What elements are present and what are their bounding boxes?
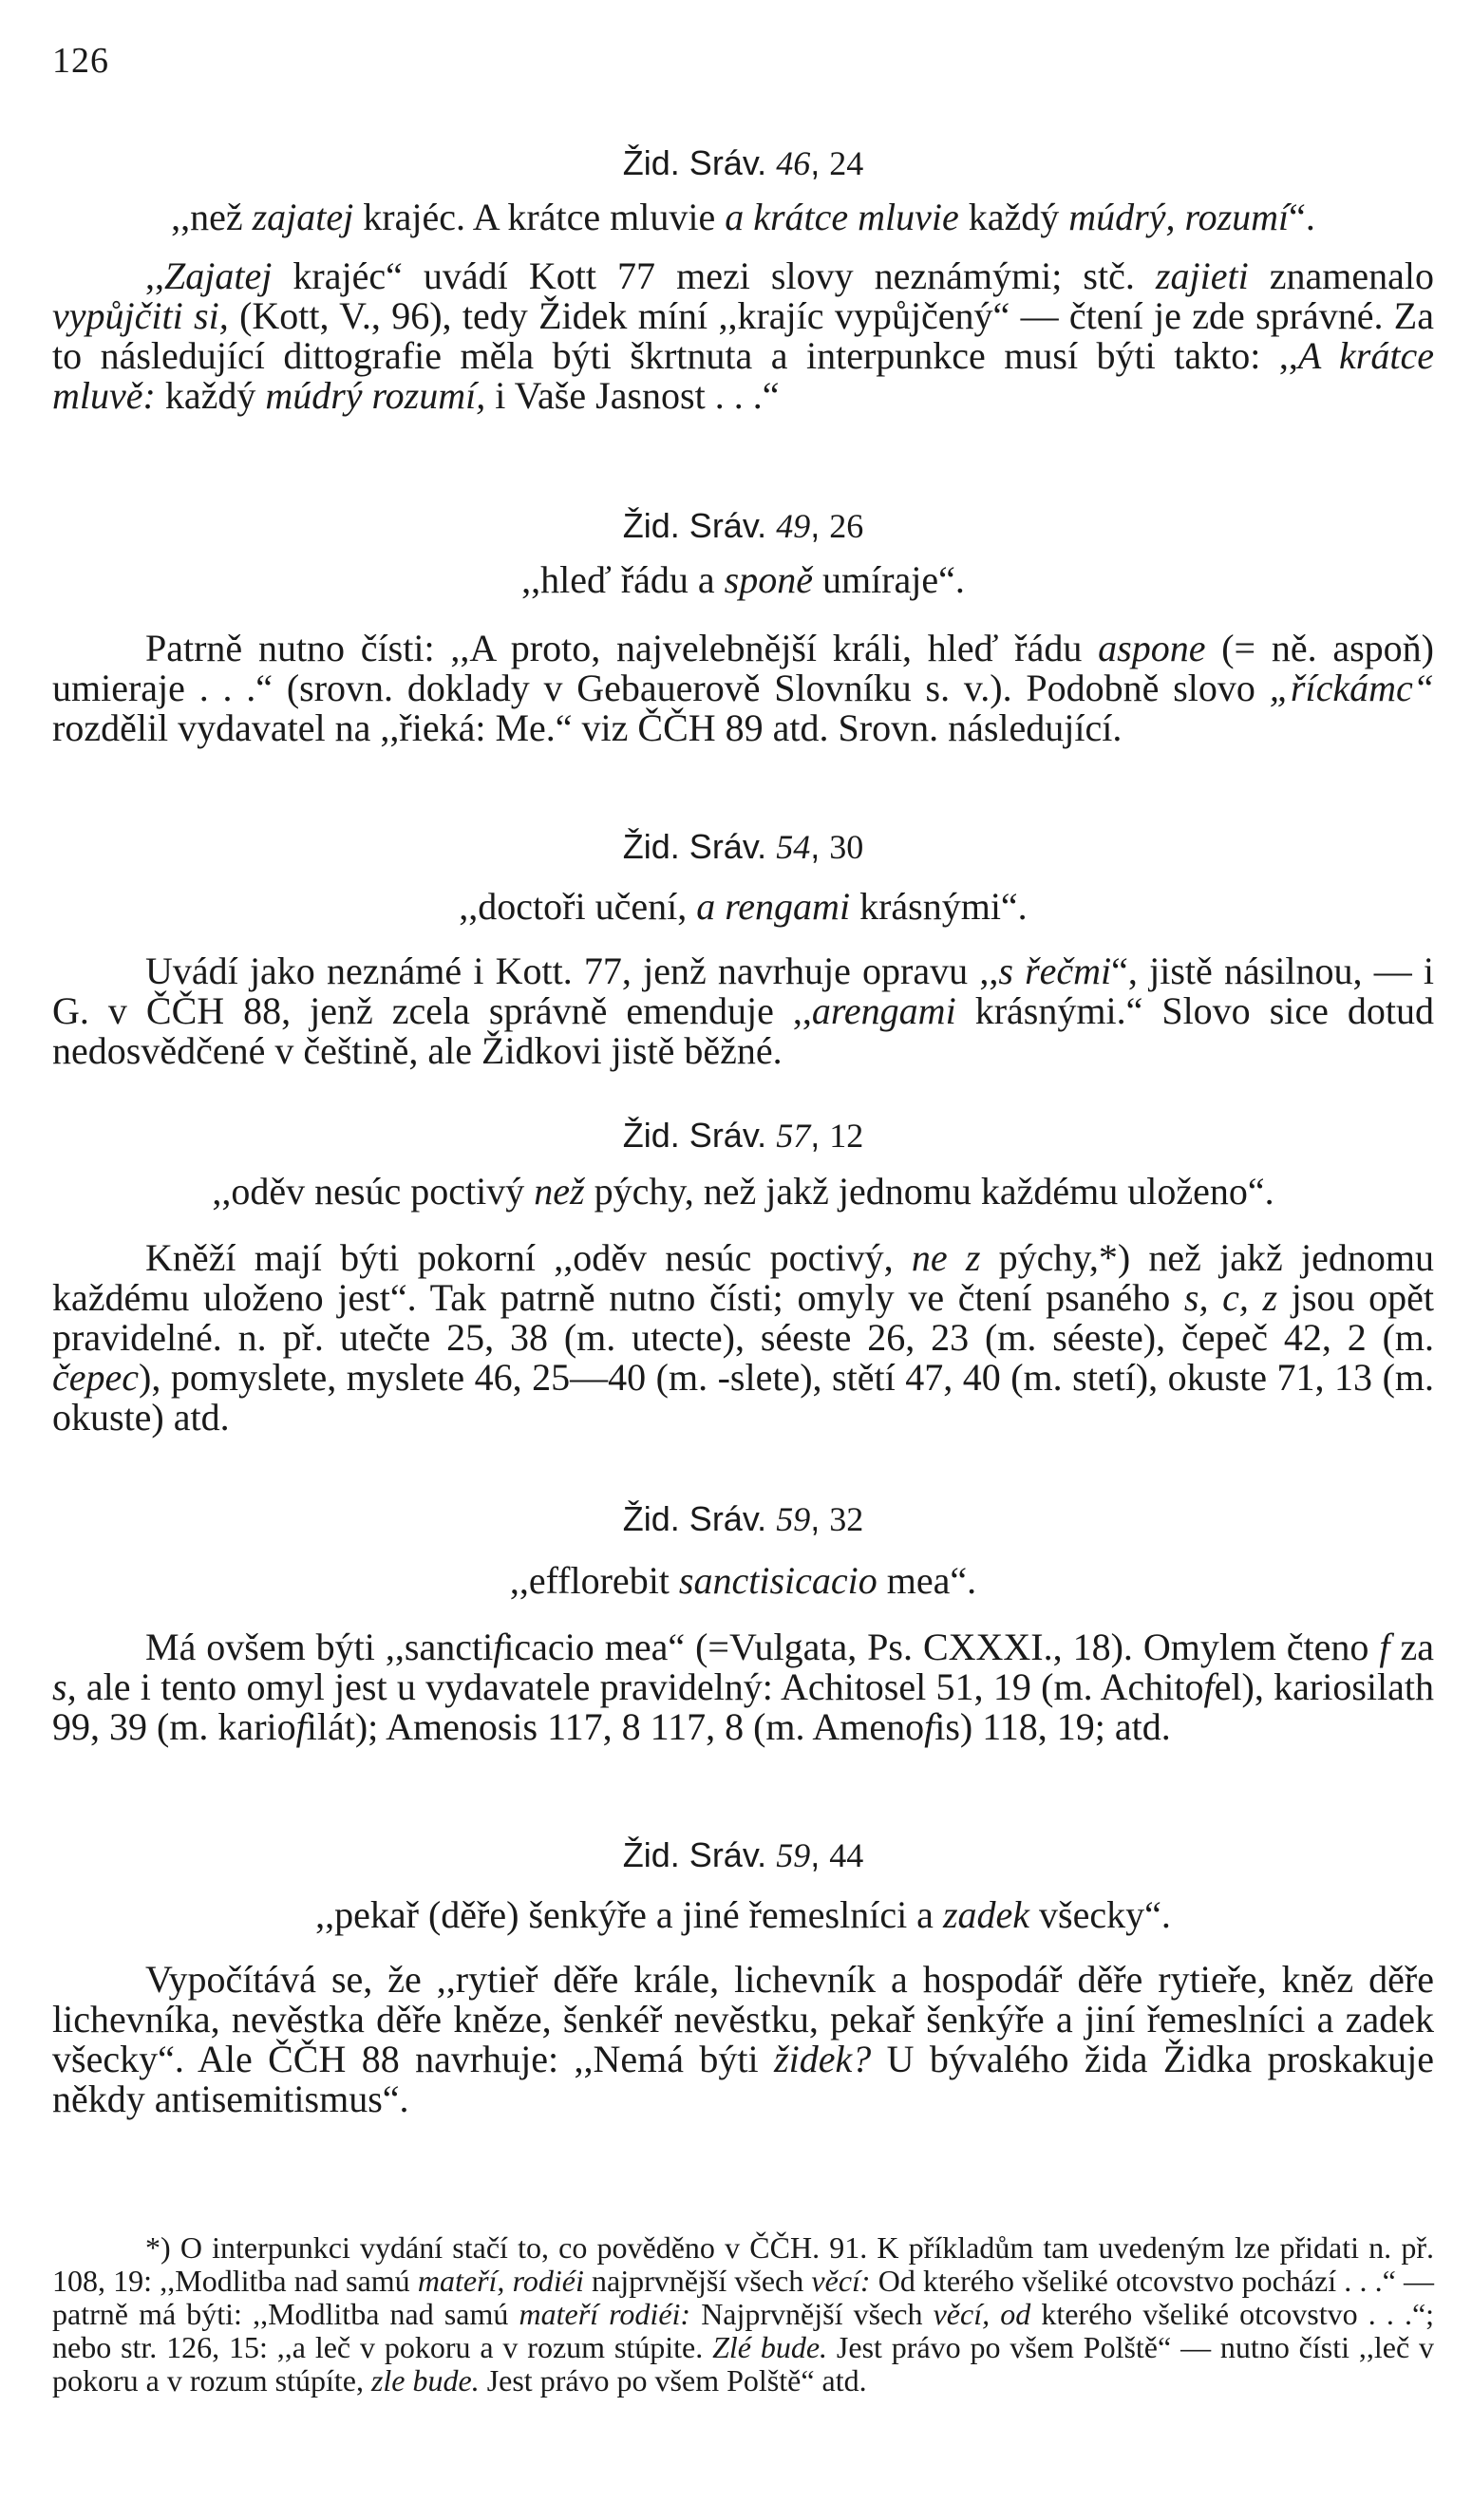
heading-line: 32 <box>829 1500 864 1538</box>
section-59-44 <box>52 1833 1434 2119</box>
section-59-32 <box>52 1496 1434 1747</box>
commentary-paragraph <box>52 629 1434 748</box>
text-run: mateří, rodiéi <box>417 2264 584 2298</box>
text-run: ilát); Amenosis 117, 8 117, 8 (m. Ameno <box>306 1705 925 1748</box>
section-heading: Žid. Sráv. 46, 24 <box>622 143 864 182</box>
text-run: arengami <box>811 989 956 1032</box>
text-run: “, jistě násilnou, — i G. v ČČH 88, jenž zcela správně emenduje ,, <box>52 950 1435 1032</box>
quoted-text <box>52 556 1434 604</box>
quote-part: múdrý, rozumí <box>1068 196 1290 238</box>
text-run: každý <box>155 374 266 417</box>
section-54-30 <box>52 824 1434 1071</box>
text-run: kterého všeliké otcovstvo . . .“; nebo str. 126, 15: ,,a leč v pokoru a v rozum stúpite. <box>52 2297 1435 2364</box>
section-49-26 <box>52 503 1434 748</box>
text-run: ,, <box>145 254 164 297</box>
quoted-text <box>52 883 1434 931</box>
heading-line: 12 <box>829 1117 864 1155</box>
text-run: mateří rodiéi: <box>519 2297 691 2331</box>
text-run: „říckámc“ <box>1269 667 1434 709</box>
quote-part: všecky“. <box>1029 1893 1171 1936</box>
heading-label: Žid. Sráv. <box>622 1116 767 1155</box>
section-heading: Žid. Sráv. 59, 32 <box>622 1499 864 1538</box>
text-run: jsou opět pravidelné. n. př. utečte 25, 38 (m. utecte), séeste 26, 23 (m. séeste), čepeč 42, 2 (m. <box>52 1276 1435 1359</box>
text-run: Zlé bude. <box>712 2330 828 2364</box>
text-run: is) 118, 19; atd. <box>934 1705 1171 1748</box>
commentary-paragraph <box>52 1238 1434 1438</box>
section-heading: Žid. Sráv. 57, 12 <box>622 1116 864 1155</box>
heading-line: 24 <box>829 144 864 182</box>
quote-part: každý <box>958 196 1069 238</box>
section-heading: Žid. Sráv. 49, 26 <box>622 506 864 545</box>
heading-number: 57 <box>776 1117 811 1155</box>
quote-part: ,,oděv nesúc poctivý <box>212 1170 535 1213</box>
quote-part: krásnými“. <box>850 885 1028 928</box>
heading-number: 46 <box>776 144 811 182</box>
text-run: věcí, od <box>933 2297 1031 2331</box>
commentary-paragraph <box>52 1960 1434 2119</box>
quoted-text <box>52 1557 1434 1605</box>
heading-label: Žid. Sráv. <box>622 827 767 866</box>
section-57-12 <box>52 1113 1434 1438</box>
commentary-paragraph <box>52 951 1434 1071</box>
text-run: znamenalo <box>1248 254 1434 297</box>
text-run: Jest právo po všem Polště“ — nutno čísti ,,leč v pokoru a v rozum stúpíte, <box>52 2330 1435 2398</box>
text-run: Zajatej <box>164 254 273 297</box>
footnote-text <box>52 2231 1434 2398</box>
text-run: zajieti <box>1155 254 1249 297</box>
quote-part: pýchy, než jakž jednomu každému uloženo“. <box>584 1170 1274 1213</box>
heading-label: Žid. Sráv. <box>622 506 767 545</box>
text-run: aspone <box>1098 627 1206 669</box>
heading-label: Žid. Sráv. <box>622 1499 767 1538</box>
text-run: Najprvnější všech <box>690 2297 934 2331</box>
section-46-24 <box>52 141 1434 416</box>
quoted-text <box>52 1168 1434 1215</box>
text-run: židek? <box>774 2038 872 2080</box>
quote-part: ,,hleď řádu a <box>521 558 725 601</box>
heading-line: 30 <box>829 828 864 866</box>
footnote <box>52 2231 1434 2398</box>
section-heading: Žid. Sráv. 59, 44 <box>622 1835 864 1874</box>
quote-part: ,,než <box>171 196 253 238</box>
text-run: f <box>1203 1665 1215 1708</box>
text-run: krásnými.“ Slovo sice dotud nedosvědčené v češtině, ale Židkovi jistě běžné. <box>52 989 1435 1072</box>
text-run: (= ně. aspoň) umieraje . . .“ (srovn. doklady v Gebauerově Slovníku s. v.). Podobně slovo <box>52 627 1434 709</box>
text-run: i Vaše Jasnost . . .“ <box>485 374 780 417</box>
text-run: f <box>1379 1626 1390 1668</box>
quote-part: krajéc. A krátce mluvie <box>353 196 726 238</box>
text-run: čepec <box>52 1356 140 1399</box>
text-run: krajéc“ uvádí Kott 77 mezi slovy neznámými; stč. <box>272 254 1156 297</box>
quote-part: zadek <box>942 1893 1030 1936</box>
heading-number: 59 <box>776 1500 811 1538</box>
quote-part: sponě <box>724 558 813 601</box>
text-run: věcí: <box>811 2264 871 2298</box>
text-run: Kněží mají býti pokorní ,,oděv nesúc poctivý, <box>145 1236 912 1279</box>
text-run: (Kott, V., 96), tedy Židek míní ,,krajíc vypůjčený“ — čtení je zde správné. Za to následující dittografie měla býti škrtnuta a interpunkce musí býti takto: ,, <box>52 294 1434 377</box>
heading-number: 59 <box>776 1836 811 1874</box>
quote-part: ,,efflorebit <box>509 1559 679 1602</box>
text-run: Vypočítává se, že ,,rytieř děře krále, lichevník a hospodář děře rytieře, kněz děře lichevníka, nevěstka děře kněze, šenkéř nevěstku, pekař šenkýře a jiní řemeslníci a zadek všecky“. Ale ČČH 88 navrhuje: ,,Nemá býti <box>52 1958 1434 2080</box>
text-run: ne z <box>911 1236 981 1279</box>
heading-number: 49 <box>776 507 811 545</box>
heading-number: 54 <box>776 828 811 866</box>
heading-label: Žid. Sráv. <box>622 1835 767 1874</box>
quoted-text <box>52 194 1434 241</box>
quote-part: sanctisicacio <box>678 1559 878 1602</box>
text-run: pýchy,*) než jakž jednomu každému uloženo jest“. Tak patrně nutno čísti; omyly ve čtení psaného <box>52 1236 1434 1319</box>
text-run: U bývalého žida Židka proskakuje někdy antisemitismus“. <box>52 2038 1434 2120</box>
text-run: s, c, z <box>1183 1276 1278 1319</box>
quote-part: ,,pekař (děře) šenkýře a jiné řemeslníci a <box>315 1893 943 1936</box>
quote-part: a krátce mluvie <box>725 196 959 238</box>
commentary-paragraph <box>52 1627 1434 1747</box>
quote-part: umíraje“. <box>812 558 965 601</box>
commentary-paragraph <box>52 256 1434 416</box>
heading-line: 26 <box>829 507 864 545</box>
quote-part: “. <box>1289 196 1315 238</box>
quote-part: mea“. <box>877 1559 977 1602</box>
text-run: A krátce mluvě: <box>52 334 1434 417</box>
text-run: f <box>295 1705 307 1748</box>
text-run: *) O interpunkci vydání stačí to, co pověděno v ČČH. 91. K příkladům tam uvedeným lze přidati n. př. 108, 19: ,,Modlitba nad samú <box>52 2230 1434 2298</box>
text-run: za <box>1389 1626 1435 1668</box>
text-run: el), kariosilath 99, 39 (m. kario <box>52 1665 1434 1748</box>
text-run: f <box>924 1705 935 1748</box>
page-number: 126 <box>52 41 109 81</box>
text-run: Má ovšem býti ,,sancti <box>145 1626 494 1668</box>
text-run: Uvádí jako neznámé i Kott. 77, jenž navrhuje opravu ,, <box>145 950 999 992</box>
text-run: f <box>493 1626 504 1668</box>
text-run: icacio mea“ (=Vulgata, Ps. CXXXI., 18). Omylem čteno <box>503 1626 1380 1668</box>
text-run: najprvnější všech <box>583 2264 812 2298</box>
quoted-text <box>52 1891 1434 1939</box>
text-run: Od kterého všeliké otcovstvo pochází . . .“ — patrně má býti: ,,Modlitba nad samú <box>52 2264 1435 2331</box>
text-run: múdrý rozumí, <box>265 374 486 417</box>
text-run: Patrně nutno čísti: ,,A proto, najvelebnější králi, hleď řádu <box>145 627 1099 669</box>
quote-part: ,,doctoři učení, <box>459 885 697 928</box>
text-run: ale i tento omyl jest u vydavatele pravidelný: Achitosel 51, 19 (m. Achito <box>76 1665 1204 1708</box>
text-run: vypůjčiti si, <box>52 294 229 337</box>
section-heading: Žid. Sráv. 54, 30 <box>622 827 864 866</box>
text-run: s řečmi <box>998 950 1112 992</box>
heading-line: 44 <box>829 1836 864 1874</box>
text-run: ), pomyslete, myslete 46, 25—40 (m. -slete), stětí 47, 40 (m. stetí), okuste 71, 13 (m. okuste) atd. <box>52 1356 1434 1439</box>
text-run: s, <box>52 1665 77 1708</box>
text-run: Jest právo po všem Polště“ atd. <box>479 2363 867 2398</box>
quote-part: než <box>534 1170 585 1213</box>
quote-part: zajatej <box>252 196 354 238</box>
quote-part: a rengami <box>696 885 851 928</box>
text-run: rozdělil vydavatel na ,,řieká: Me.“ viz ČČH 89 atd. Srovn. následující. <box>52 706 1123 749</box>
text-run: zle bude. <box>370 2363 480 2398</box>
heading-label: Žid. Sráv. <box>622 143 767 182</box>
